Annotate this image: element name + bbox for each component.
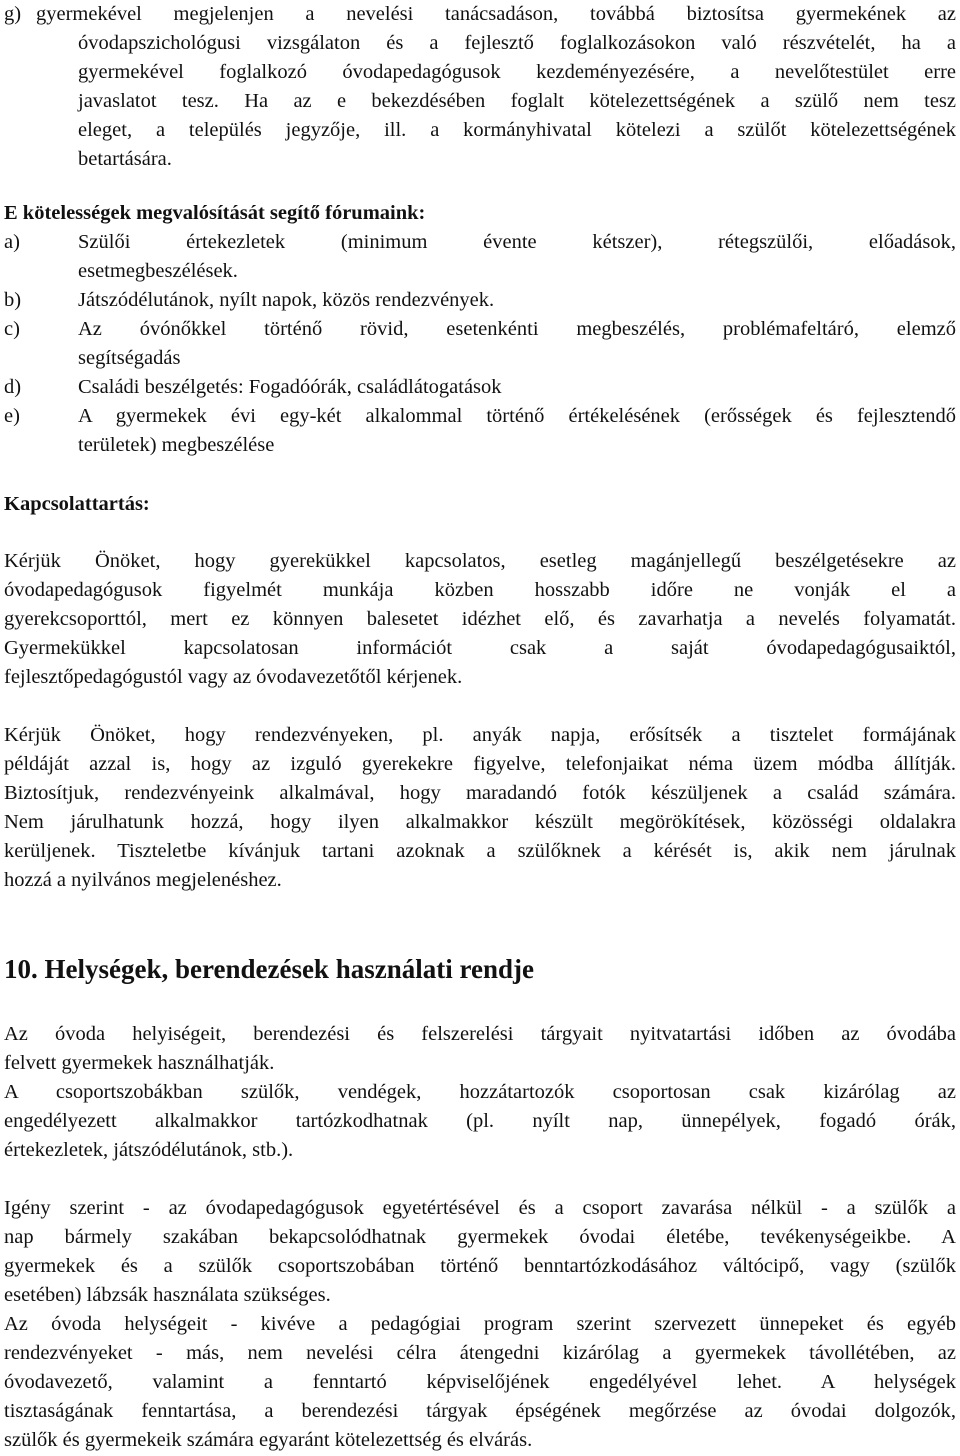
list-item-g-line	[4, 87, 956, 116]
text-line: Szülői értekezletek (minimum évente kétszer), rétegszülői, előadások,	[78, 231, 956, 253]
list-item-e-line	[4, 431, 956, 460]
text-line: gyermekével foglalkozó óvodapedagógusok kezdeményezésére, a nevelőtestület erre	[78, 61, 956, 83]
paragraph-line: tisztaságának fenntartása, a berendezési tárgyak épségének megőrzése az óvodai dolgozók,	[4, 1400, 956, 1422]
list-item-g-line	[4, 116, 956, 145]
paragraph-line: Nem járulhatunk hozzá, hogy ilyen alkalmakkor készült megörökítések, közösségi oldalakra	[4, 811, 956, 833]
text-line: segítségadás	[78, 347, 181, 369]
list-item-d	[4, 373, 956, 402]
paragraph-line: gyermekek és a szülők csoportszobában történő benntartózkodásához váltócipő, vagy (szülők	[4, 1255, 956, 1277]
paragraph-line: Biztosítjuk, rendezvényeink alkalmával, hogy maradandó fotók készüljenek a család számára.	[4, 782, 956, 804]
paragraph-line: hozzá a nyilvános megjelenéshez.	[4, 869, 282, 891]
list-item-g-line	[4, 29, 956, 58]
item-label: e)	[4, 405, 20, 427]
item-label: a)	[4, 231, 20, 253]
paragraph-line: Kérjük Önöket, hogy rendezvényeken, pl. anyák napja, erősítsék a tisztelet formájának	[4, 724, 956, 746]
paragraph-line: engedélyezett alkalmakkor tartózkodhatnak (pl. nyílt nap, ünnepélyek, fogadó órák,	[4, 1110, 956, 1132]
text-line: javaslatot tesz. Ha az e bekezdésében foglalt kötelezettségének a szülő nem tesz	[78, 90, 956, 112]
paragraph-line: értekezletek, játszódélutánok, stb.).	[4, 1139, 294, 1161]
text-line: gyermekével megjelenjen a nevelési tanácsadáson, továbbá biztosítsa gyermekének az	[36, 3, 956, 25]
paragraph-line: A csoportszobákban szülők, vendégek, hozzátartozók csoportosan csak kizárólag az	[4, 1081, 956, 1103]
paragraph-line: rendezvényeket - más, nem nevelési célra átengedni kizárólag a gyermekek távollétében, az	[4, 1342, 956, 1364]
list-item-a-line	[4, 257, 956, 286]
contact-heading: Kapcsolattartás:	[4, 493, 150, 515]
paragraph-line: Kérjük Önöket, hogy gyerekükkel kapcsolatos, esetleg magánjellegű beszélgetésekre az	[4, 550, 956, 572]
item-label: c)	[4, 318, 20, 340]
list-item-g-line	[4, 58, 956, 87]
text-line: A gyermekek évi egy-két alkalommal történő értékelésének (erősségek és fejlesztendő	[78, 405, 956, 427]
paragraph-line: gyerekcsoporttól, mert ez könnyen balesetet idézhet elő, és zavarhatja a nevelés folyamatát.	[4, 608, 956, 630]
text-line: területek) megbeszélése	[78, 434, 275, 456]
item-label: b)	[4, 289, 22, 311]
text-line: óvodapszichológusi vizsgálaton és a fejlesztő foglalkozásokon való részvételét, ha a	[78, 32, 956, 54]
list-item-c	[4, 315, 956, 344]
list-item-g	[4, 0, 956, 29]
paragraph-line: felvett gyermekek használhatják.	[4, 1052, 275, 1074]
text-line: Családi beszélgetés: Fogadóórák, családlátogatások	[78, 376, 502, 398]
list-item-e	[4, 402, 956, 431]
list-item-b	[4, 286, 956, 315]
forums-heading: E kötelességek megvalósítását segítő fórumaink:	[4, 202, 426, 224]
list-item-g-line	[4, 145, 956, 174]
paragraph-line: kerüljenek. Tiszteletbe kívánjuk tartani azoknak a szülőknek a kérését is, akik nem járulnak	[4, 840, 956, 862]
text-line: esetmegbeszélések.	[78, 260, 238, 282]
paragraph-line: Gyermekükkel kapcsolatosan információt csak a saját óvodapedagógusaiktól,	[4, 637, 956, 659]
paragraph-line: fejlesztőpedagógustól vagy az óvodavezetőtől kérjenek.	[4, 666, 463, 688]
item-label: d)	[4, 376, 22, 398]
text-line: betartására.	[78, 148, 172, 170]
paragraph-line: óvodapedagógusok figyelmét munkája közben hosszabb időre ne vonják el a	[4, 579, 956, 601]
list-item-a	[4, 228, 956, 257]
text-line: Játszódélutánok, nyílt napok, közös rendezvények.	[78, 289, 495, 311]
paragraph-line: óvodavezető, valamint a fenntartó képviselőjének engedélyével lehet. A helységek	[4, 1371, 956, 1393]
section-heading: 10. Helységek, berendezések használati rendje	[4, 954, 534, 984]
paragraph-line: Igény szerint - az óvodapedagógusok egyetértésével és a csoport zavarása nélkül - a szülők a	[4, 1197, 956, 1219]
item-label: g)	[4, 3, 22, 25]
paragraph-line: példáját azzal is, hogy az izguló gyerekekre figyelve, telefonjaikat néma üzem módba állítják.	[4, 753, 956, 775]
paragraph-line: esetében) lábzsák használata szükséges.	[4, 1284, 331, 1306]
paragraph-line: szülők és gyermekeik számára egyaránt kötelezettség és elvárás.	[4, 1429, 533, 1451]
paragraph-line: nap bármely szakában bekapcsolódhatnak gyermekek óvodai életébe, tevékenységeikbe. A	[4, 1226, 956, 1248]
paragraph-line: Az óvoda helyiségeit, berendezési és felszerelési tárgyait nyitvatartási időben az óvodába	[4, 1023, 956, 1045]
text-line: eleget, a település jegyzője, ill. a kormányhivatal kötelezi a szülőt kötelezettségének	[78, 119, 956, 141]
paragraph-line: Az óvoda helységeit - kivéve a pedagógiai program szerint szervezett ünnepeket és egyéb	[4, 1313, 956, 1335]
text-line: Az óvónőkkel történő rövid, esetenkénti megbeszélés, problémafeltáró, elemző	[78, 318, 956, 340]
list-item-c-line	[4, 344, 956, 373]
